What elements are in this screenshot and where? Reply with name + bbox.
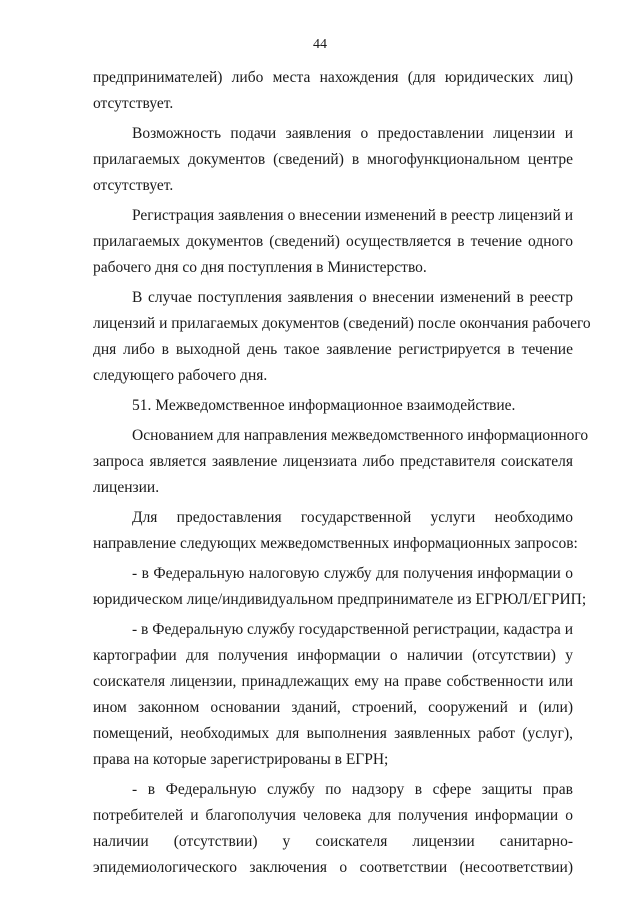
text-line: ином законном основании зданий, строений, сооружений и (или): [93, 699, 573, 716]
text-line: В случае поступления заявления о внесении изменений в реестр: [132, 289, 573, 306]
text-line: прилагаемых документов (сведений) осуществляется в течение одного: [93, 233, 573, 250]
list-item-line: - в Федеральную службу государственной регистрации, кадастра и: [132, 621, 573, 638]
text-line: помещений, необходимых для выполнения заявленных работ (услуг),: [93, 725, 573, 742]
list-item-line: - в Федеральную налоговую службу для получения информации о: [132, 565, 573, 582]
text-line: Для предоставления государственной услуги необходимо: [132, 509, 573, 526]
text-line: права на которые зарегистрированы в ЕГРН;: [93, 751, 389, 768]
text-line: лицензии.: [93, 479, 160, 496]
text-line: предпринимателей) либо места нахождения (для юридических лиц): [93, 69, 573, 86]
text-line: Возможность подачи заявления о предоставлении лицензии и: [132, 125, 573, 142]
text-line: наличии (отсутствии) у соискателя лицензии санитарно-: [93, 833, 573, 850]
text-line: отсутствует.: [93, 95, 174, 112]
text-line: потребителей и благополучия человека для получения информации о: [93, 807, 573, 824]
text-line: соискателя лицензии, принадлежащих ему на праве собственности или: [93, 673, 573, 690]
list-item-line: - в Федеральную службу по надзору в сфере защиты прав: [132, 781, 573, 798]
text-line: запроса является заявление лицензиата либо представителя соискателя: [93, 453, 573, 470]
text-line: рабочего дня со дня поступления в Министерство.: [93, 259, 427, 276]
text-line: Основанием для направления межведомственного информационного: [132, 427, 589, 444]
text-line: Регистрация заявления о внесении изменений в реестр лицензий и: [132, 207, 573, 224]
text-line: юридическом лице/индивидуальном предпринимателе из ЕГРЮЛ/ЕГРИП;: [93, 591, 587, 608]
section-heading: 51. Межведомственное информационное взаимодействие.: [132, 397, 516, 414]
text-line: дня либо в выходной день такое заявление регистрируется в течение: [93, 341, 573, 358]
text-line: отсутствует.: [93, 177, 174, 194]
text-line: направление следующих межведомственных информационных запросов:: [93, 535, 578, 552]
text-line: лицензий и прилагаемых документов (сведений) после окончания рабочего: [93, 315, 591, 332]
text-line: следующего рабочего дня.: [93, 367, 268, 384]
page-number: 44: [313, 37, 327, 52]
text-line: прилагаемых документов (сведений) в многофункциональном центре: [93, 151, 573, 168]
text-line: эпидемиологического заключения о соответствии (несоответствии): [93, 859, 573, 876]
text-line: картографии для получения информации о наличии (отсутствии) у: [93, 647, 573, 664]
